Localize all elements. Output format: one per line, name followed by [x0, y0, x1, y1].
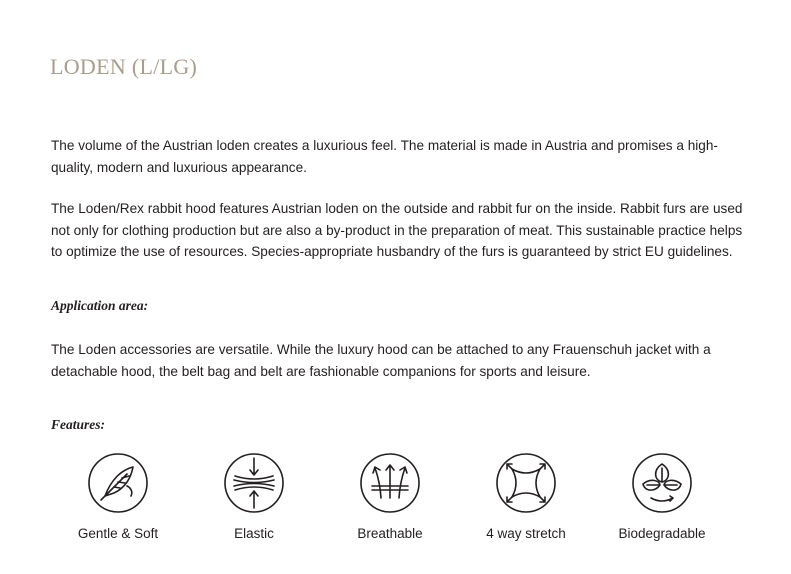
biodegradable-icon	[631, 452, 693, 514]
feature-label: 4 way stretch	[486, 526, 566, 541]
breathable-icon	[359, 452, 421, 514]
feature-label: Elastic	[234, 526, 274, 541]
application-area-heading: Application area:	[51, 298, 149, 313]
four-way-stretch-icon	[495, 452, 557, 514]
feature-gentle-soft	[48, 452, 188, 552]
feature-biodegradable	[592, 452, 732, 552]
features-heading: Features:	[51, 417, 105, 432]
application-paragraph: The Loden accessories are versatile. While the luxury hood can be attached to any Frauenschuh jacket with a detachable hood, the belt bag and belt are fashionable companions for sports and leisure.	[51, 342, 711, 379]
feather-icon	[87, 452, 149, 514]
feature-elastic	[184, 452, 324, 552]
feature-label: Breathable	[357, 526, 423, 541]
feature-four-way-stretch	[456, 452, 596, 552]
feature-breathable	[320, 452, 460, 552]
feature-label: Gentle & Soft	[77, 526, 159, 541]
intro-paragraph: The volume of the Austrian loden creates a luxurious feel. The material is made in Austria and promises a high-quality, modern and luxurious appearance.	[51, 138, 718, 175]
elastic-icon	[223, 452, 285, 514]
page-title: LODEN (L/LG)	[50, 54, 198, 79]
feature-label: Biodegradable	[618, 526, 706, 541]
hood-paragraph: The Loden/Rex rabbit hood features Austrian loden on the outside and rabbit fur on the inside. Rabbit furs are used not only for clothing production but are also a by-product in the preparation of meat. This sustainable practice helps to optimize the use of resources. Species-appropriate husbandry of the furs is guaranteed by strict EU guidelines.	[51, 201, 743, 259]
